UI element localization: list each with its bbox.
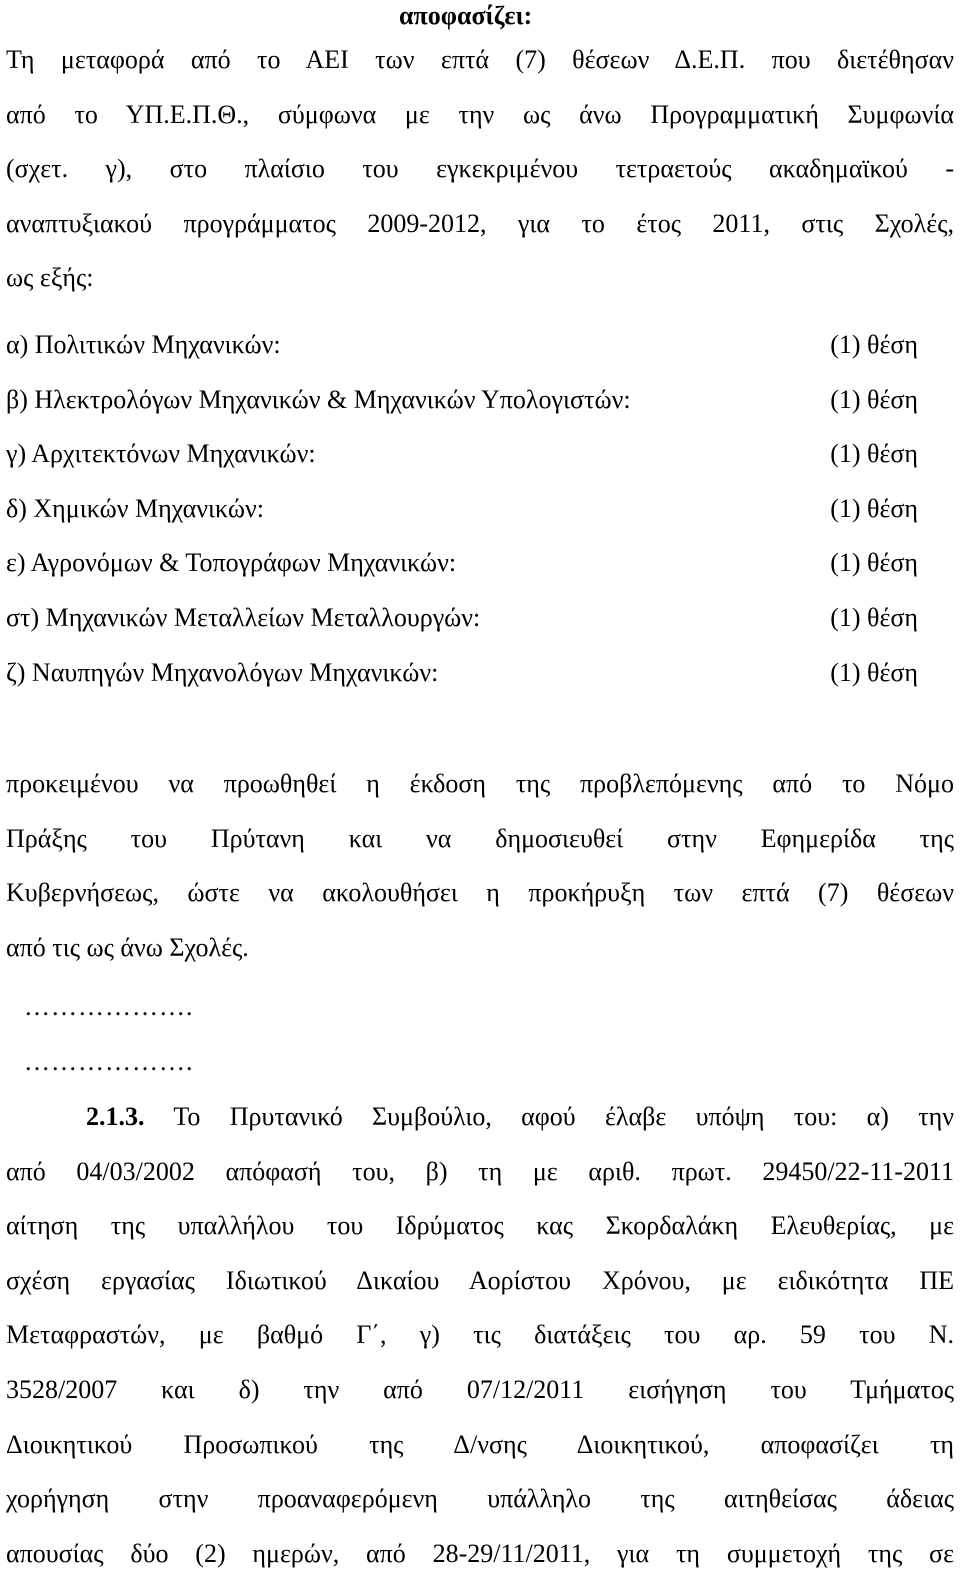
outro-paragraph	[6, 757, 954, 975]
school-item	[6, 380, 954, 420]
school-item	[6, 543, 954, 583]
outro-line: προκειμένου να προωθηθεί η έκδοση της προβλεπόμενης από το Νόμο	[6, 769, 954, 798]
section-line: απουσίας δύο (2) ημερών, από 28-29/11/2011, για τη συμμετοχή της σε	[6, 1538, 954, 1568]
outro-line: από τις ως άνω Σχολές.	[6, 932, 249, 962]
ellipsis-line: ……………….	[24, 1047, 194, 1076]
section-line: χορήγηση στην προαναφερόμενη υπάλληλο της αιτηθείσας άδειας	[6, 1484, 954, 1514]
school-positions: (1) θέση	[830, 548, 918, 577]
intro-paragraph	[6, 33, 954, 306]
school-positions: (1) θέση	[830, 330, 918, 359]
section-line: αίτηση της υπαλλήλου του Ιδρύματος κας Σκορδαλάκη Ελευθερίας, με	[6, 1211, 954, 1241]
section-line: 3528/2007 και δ) την από 07/12/2011 εισήγηση του Τμήματος	[6, 1374, 954, 1404]
decision-heading: αποφασίζει:	[399, 1, 533, 30]
section-line	[6, 1090, 954, 1145]
section-line: Μεταφραστών, με βαθμό Γ΄, γ) τις διατάξεις του αρ. 59 του Ν.	[6, 1320, 954, 1350]
section-paragraph	[6, 1090, 954, 1581]
school-item	[6, 434, 954, 474]
section-line-text: Το Πρυτανικό Συμβούλιο, αφού έλαβε υπόψη του: α) την	[173, 1102, 954, 1131]
outro-line: Πράξης του Πρύτανη και να δημοσιευθεί στην Εφημερίδα της	[6, 823, 954, 853]
school-positions: (1) θέση	[830, 494, 918, 523]
section-line: από 04/03/2002 απόφασή του, β) τη με αριθ. πρωτ. 29450/22-11-2011	[6, 1156, 954, 1186]
school-item	[6, 325, 954, 365]
school-positions: (1) θέση	[830, 439, 918, 468]
intro-line: ως εξής:	[6, 263, 94, 293]
school-label: δ) Χημικών Μηχανικών:	[6, 494, 264, 523]
school-label: γ) Αρχιτεκτόνων Μηχανικών:	[6, 439, 316, 468]
intro-line: (σχετ. γ), στο πλαίσιο του εγκεκριμένου τετραετούς ακαδημαϊκού -	[6, 154, 954, 184]
ellipsis-line: ……………….	[24, 992, 194, 1021]
school-item	[6, 489, 954, 529]
school-label: στ) Μηχανικών Μεταλλείων Μεταλλουργών:	[6, 603, 481, 632]
school-item	[6, 598, 954, 638]
section-line: σχέση εργασίας Ιδιωτικού Δικαίου Αορίστου Χρόνου, με ειδικότητα ΠΕ	[6, 1265, 954, 1295]
school-positions: (1) θέση	[830, 603, 918, 632]
school-positions: (1) θέση	[830, 385, 918, 414]
school-item	[6, 653, 954, 693]
school-label: ε) Αγρονόμων & Τοπογράφων Μηχανικών:	[6, 548, 457, 577]
school-label: α) Πολιτικών Μηχανικών:	[6, 330, 281, 359]
intro-line: Τη μεταφορά από το ΑΕΙ των επτά (7) θέσεων Δ.Ε.Π. που διετέθησαν	[6, 45, 954, 74]
intro-line: από το ΥΠ.Ε.Π.Θ., σύμφωνα με την ως άνω Προγραμματική Συμφωνία	[6, 99, 954, 129]
school-label: ζ) Ναυπηγών Μηχανολόγων Μηχανικών:	[6, 658, 439, 687]
school-positions: (1) θέση	[830, 658, 918, 687]
outro-line: Κυβερνήσεως, ώστε να ακολουθήσει η προκήρυξη των επτά (7) θέσεων	[6, 878, 954, 908]
section-line: Διοικητικού Προσωπικού της Δ/νσης Διοικητικού, αποφασίζει τη	[6, 1429, 954, 1459]
intro-line: αναπτυξιακού προγράμματος 2009-2012, για το έτος 2011, στις Σχολές,	[6, 208, 954, 238]
section-number: 2.1.3.	[86, 1102, 145, 1131]
school-label: β) Ηλεκτρολόγων Μηχανικών & Μηχανικών Υπολογιστών:	[6, 385, 631, 414]
